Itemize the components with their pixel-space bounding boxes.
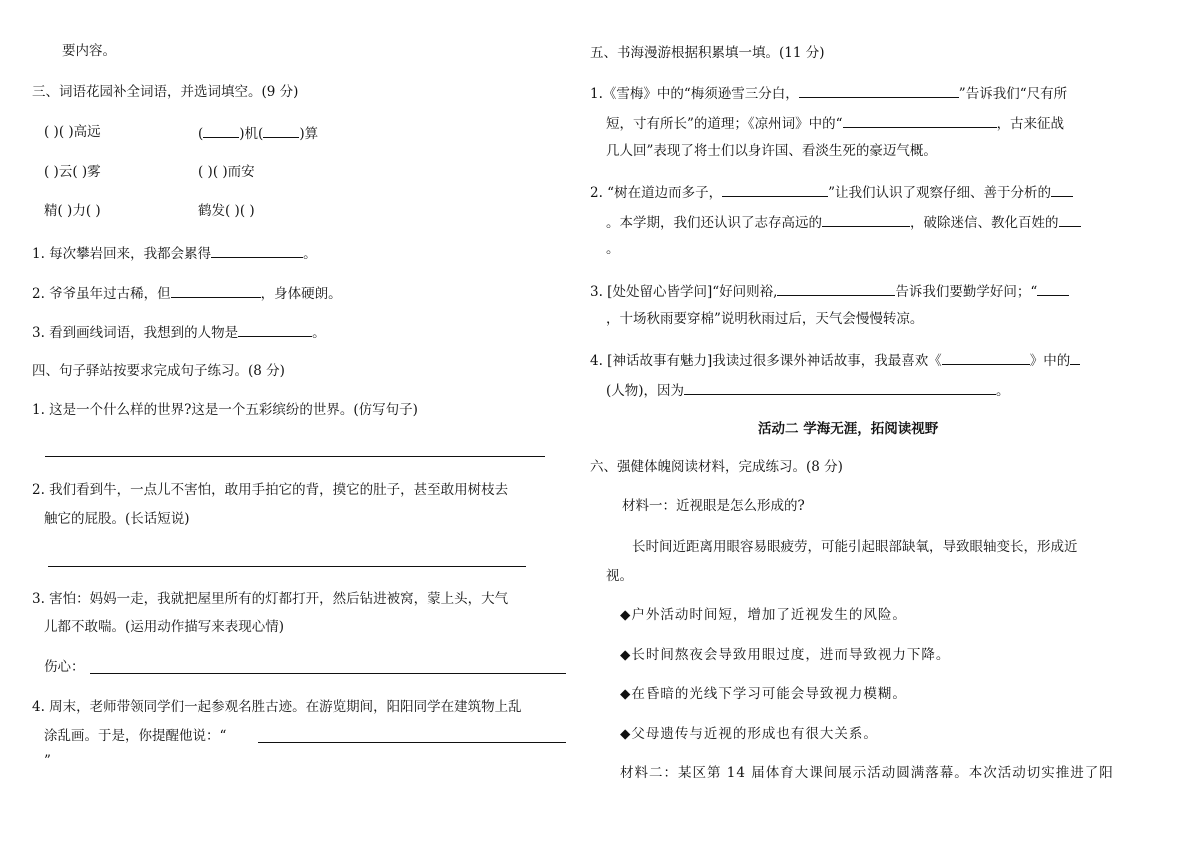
section-4-title: 四、句子驿站按要求完成句子练习。(8 分) xyxy=(32,363,285,379)
question-5-2-line3: 。 xyxy=(606,241,620,257)
question-5-4-text-a: 4. [神话故事有魅力]我读过很多课外神话故事，我最喜欢《 xyxy=(590,353,942,369)
material-1-para-line1: 长时间近距离用眼容易眼疲劳，可能引起眼部缺氧，导致眼轴变长，形成近 xyxy=(632,539,1078,555)
answer-blank[interactable] xyxy=(1070,350,1080,365)
question-3-2-end: ，身体硬朗。 xyxy=(260,286,342,302)
question-5-1-text-c: 短，寸有所长”的道理；《凉州词》中的“ xyxy=(606,116,843,132)
question-5-2-text-b: ”让我们认识了观察仔细、善于分析的 xyxy=(828,185,1051,201)
answer-blank[interactable] xyxy=(238,322,312,337)
bullet-item: ◆户外活动时间短，增加了近视发生的风险。 xyxy=(620,607,907,623)
activity-2-heading: 活动二 学海无涯，拓阅读视野 xyxy=(758,421,939,437)
bullet-item: ◆父母遗传与近视的形成也有很大关系。 xyxy=(620,726,878,742)
question-5-1-line2 xyxy=(606,113,1064,133)
answer-blank[interactable] xyxy=(1037,281,1069,296)
word-blank-2a[interactable]: ( )云( )雾 xyxy=(44,164,101,180)
question-4-1: 1. 这是一个什么样的世界?这是一个五彩缤纷的世界。(仿写句子) xyxy=(32,402,418,418)
section-3-title: 三、词语花园补全词语，并选词填空。(9 分) xyxy=(32,84,299,100)
answer-blank[interactable] xyxy=(1051,182,1073,197)
word-blank-1b-end: )算 xyxy=(299,126,319,142)
word-blank-1b-blank-b[interactable] xyxy=(263,123,299,138)
question-5-2-text-a: 2. “树在道边而多子， xyxy=(590,185,723,201)
answer-blank[interactable] xyxy=(722,182,828,197)
answer-line[interactable] xyxy=(90,672,566,674)
question-3-1 xyxy=(32,243,317,263)
question-3-3-end: 。 xyxy=(312,325,326,341)
question-3-2 xyxy=(32,283,342,303)
word-blank-3a[interactable]: 精( )力( ) xyxy=(44,203,101,219)
bullet-item: ◆在昏暗的光线下学习可能会导致视力模糊。 xyxy=(620,686,907,702)
question-5-2-text-d: ，破除迷信、教化百姓的 xyxy=(910,215,1059,231)
answer-blank[interactable] xyxy=(822,212,910,227)
material-1-title: 材料一：近视眼是怎么形成的? xyxy=(622,498,805,514)
bullet-item: ◆长时间熬夜会导致用眼过度，进而导致视力下降。 xyxy=(620,647,951,663)
word-blank-1b-mid: )机( xyxy=(239,126,264,142)
question-5-1-text-a: 1.《雪梅》中的“梅须逊雪三分白， xyxy=(590,86,799,102)
question-4-2-line2: 触它的屁股。(长话短说) xyxy=(44,511,190,527)
material-2-text: 材料二：某区第 14 届体育大课间展示活动圆满落幕。本次活动切实推进了阳 xyxy=(620,765,1114,781)
question-3-2-text: 2. 爷爷虽年过古稀，但 xyxy=(32,286,171,302)
question-5-1-line1 xyxy=(590,83,1067,103)
question-5-4-text-b: 》中的 xyxy=(1029,353,1071,369)
question-3-1-end: 。 xyxy=(303,246,317,262)
answer-blank[interactable] xyxy=(777,281,895,296)
answer-line[interactable] xyxy=(45,455,545,457)
word-blank-1b[interactable] xyxy=(198,123,318,143)
question-5-3-line1 xyxy=(590,281,1069,301)
word-blank-1b-blank-a[interactable] xyxy=(203,123,239,138)
answer-line[interactable] xyxy=(258,741,566,743)
question-5-4-text-d: 。 xyxy=(996,383,1010,399)
question-3-3 xyxy=(32,322,326,342)
question-5-1-text-b: ”告诉我们“尺有所 xyxy=(958,86,1068,102)
material-1-para-line2: 视。 xyxy=(606,568,633,584)
question-4-4-line1: 4. 周末，老师带领同学们一起参观名胜古迹。在游览期间，阳阳同学在建筑物上乱 xyxy=(32,699,522,715)
section-6-title: 六、强健体魄阅读材料，完成练习。(8 分) xyxy=(590,459,843,475)
answer-blank[interactable] xyxy=(799,83,959,98)
question-5-2-line1 xyxy=(590,182,1073,202)
word-blank-1b-open: ( xyxy=(198,126,204,142)
word-blank-2b[interactable]: ( )( )而安 xyxy=(198,164,255,180)
question-5-2-line2 xyxy=(606,212,1081,232)
question-3-1-text: 1. 每次攀岩回来，我都会累得 xyxy=(32,246,212,262)
answer-blank[interactable] xyxy=(942,350,1030,365)
question-3-3-text: 3. 看到画线词语，我想到的人物是 xyxy=(32,325,239,341)
question-5-4-text-c: (人物)，因为 xyxy=(606,383,685,399)
answer-blank[interactable] xyxy=(843,113,997,128)
answer-line[interactable] xyxy=(48,565,526,567)
word-blank-1a[interactable]: ( )( )高远 xyxy=(44,124,101,140)
word-blank-3b[interactable]: 鹤发( )( ) xyxy=(198,203,255,219)
question-5-4-line1 xyxy=(590,350,1080,370)
answer-blank[interactable] xyxy=(171,283,261,298)
closing-quote: ” xyxy=(44,753,51,769)
question-5-3-line2: ，十场秋雨要穿棉”说明秋雨过后，天气会慢慢转凉。 xyxy=(606,311,924,327)
answer-blank[interactable] xyxy=(1059,212,1081,227)
section-5-title: 五、书海漫游根据积累填一填。(11 分) xyxy=(590,45,825,61)
question-4-4-line2: 涂乱画。于是，你提醒他说：“ xyxy=(44,728,227,744)
answer-blank[interactable] xyxy=(684,380,996,395)
question-4-3-line2: 儿都不敢喘。(运用动作描写来表现心情) xyxy=(44,619,285,635)
question-4-3-line1: 3. 害怕：妈妈一走，我就把屋里所有的灯都打开，然后钻进被窝，蒙上头，大气 xyxy=(32,591,509,607)
answer-blank[interactable] xyxy=(211,243,303,258)
question-5-1-line3: 几人回”表现了将士们以身许国、看淡生死的豪迈气概。 xyxy=(606,143,937,159)
question-5-3-text-b: 告诉我们要勤学好问；“ xyxy=(895,284,1038,300)
question-5-4-line2 xyxy=(606,380,1010,400)
question-5-2-text-c: 。本学期，我们还认识了志存高远的 xyxy=(606,215,822,231)
continuation-text: 要内容。 xyxy=(62,43,116,59)
question-4-2-line1: 2. 我们看到牛，一点儿不害怕，敢用手拍它的背，摸它的肚子，甚至敢用树枝去 xyxy=(32,482,509,498)
question-5-3-text-a: 3. [处处留心皆学问]“好问则裕, xyxy=(590,284,778,300)
question-5-1-text-d: ，古来征战 xyxy=(996,116,1065,132)
question-4-3-prompt: 伤心： xyxy=(44,659,85,675)
